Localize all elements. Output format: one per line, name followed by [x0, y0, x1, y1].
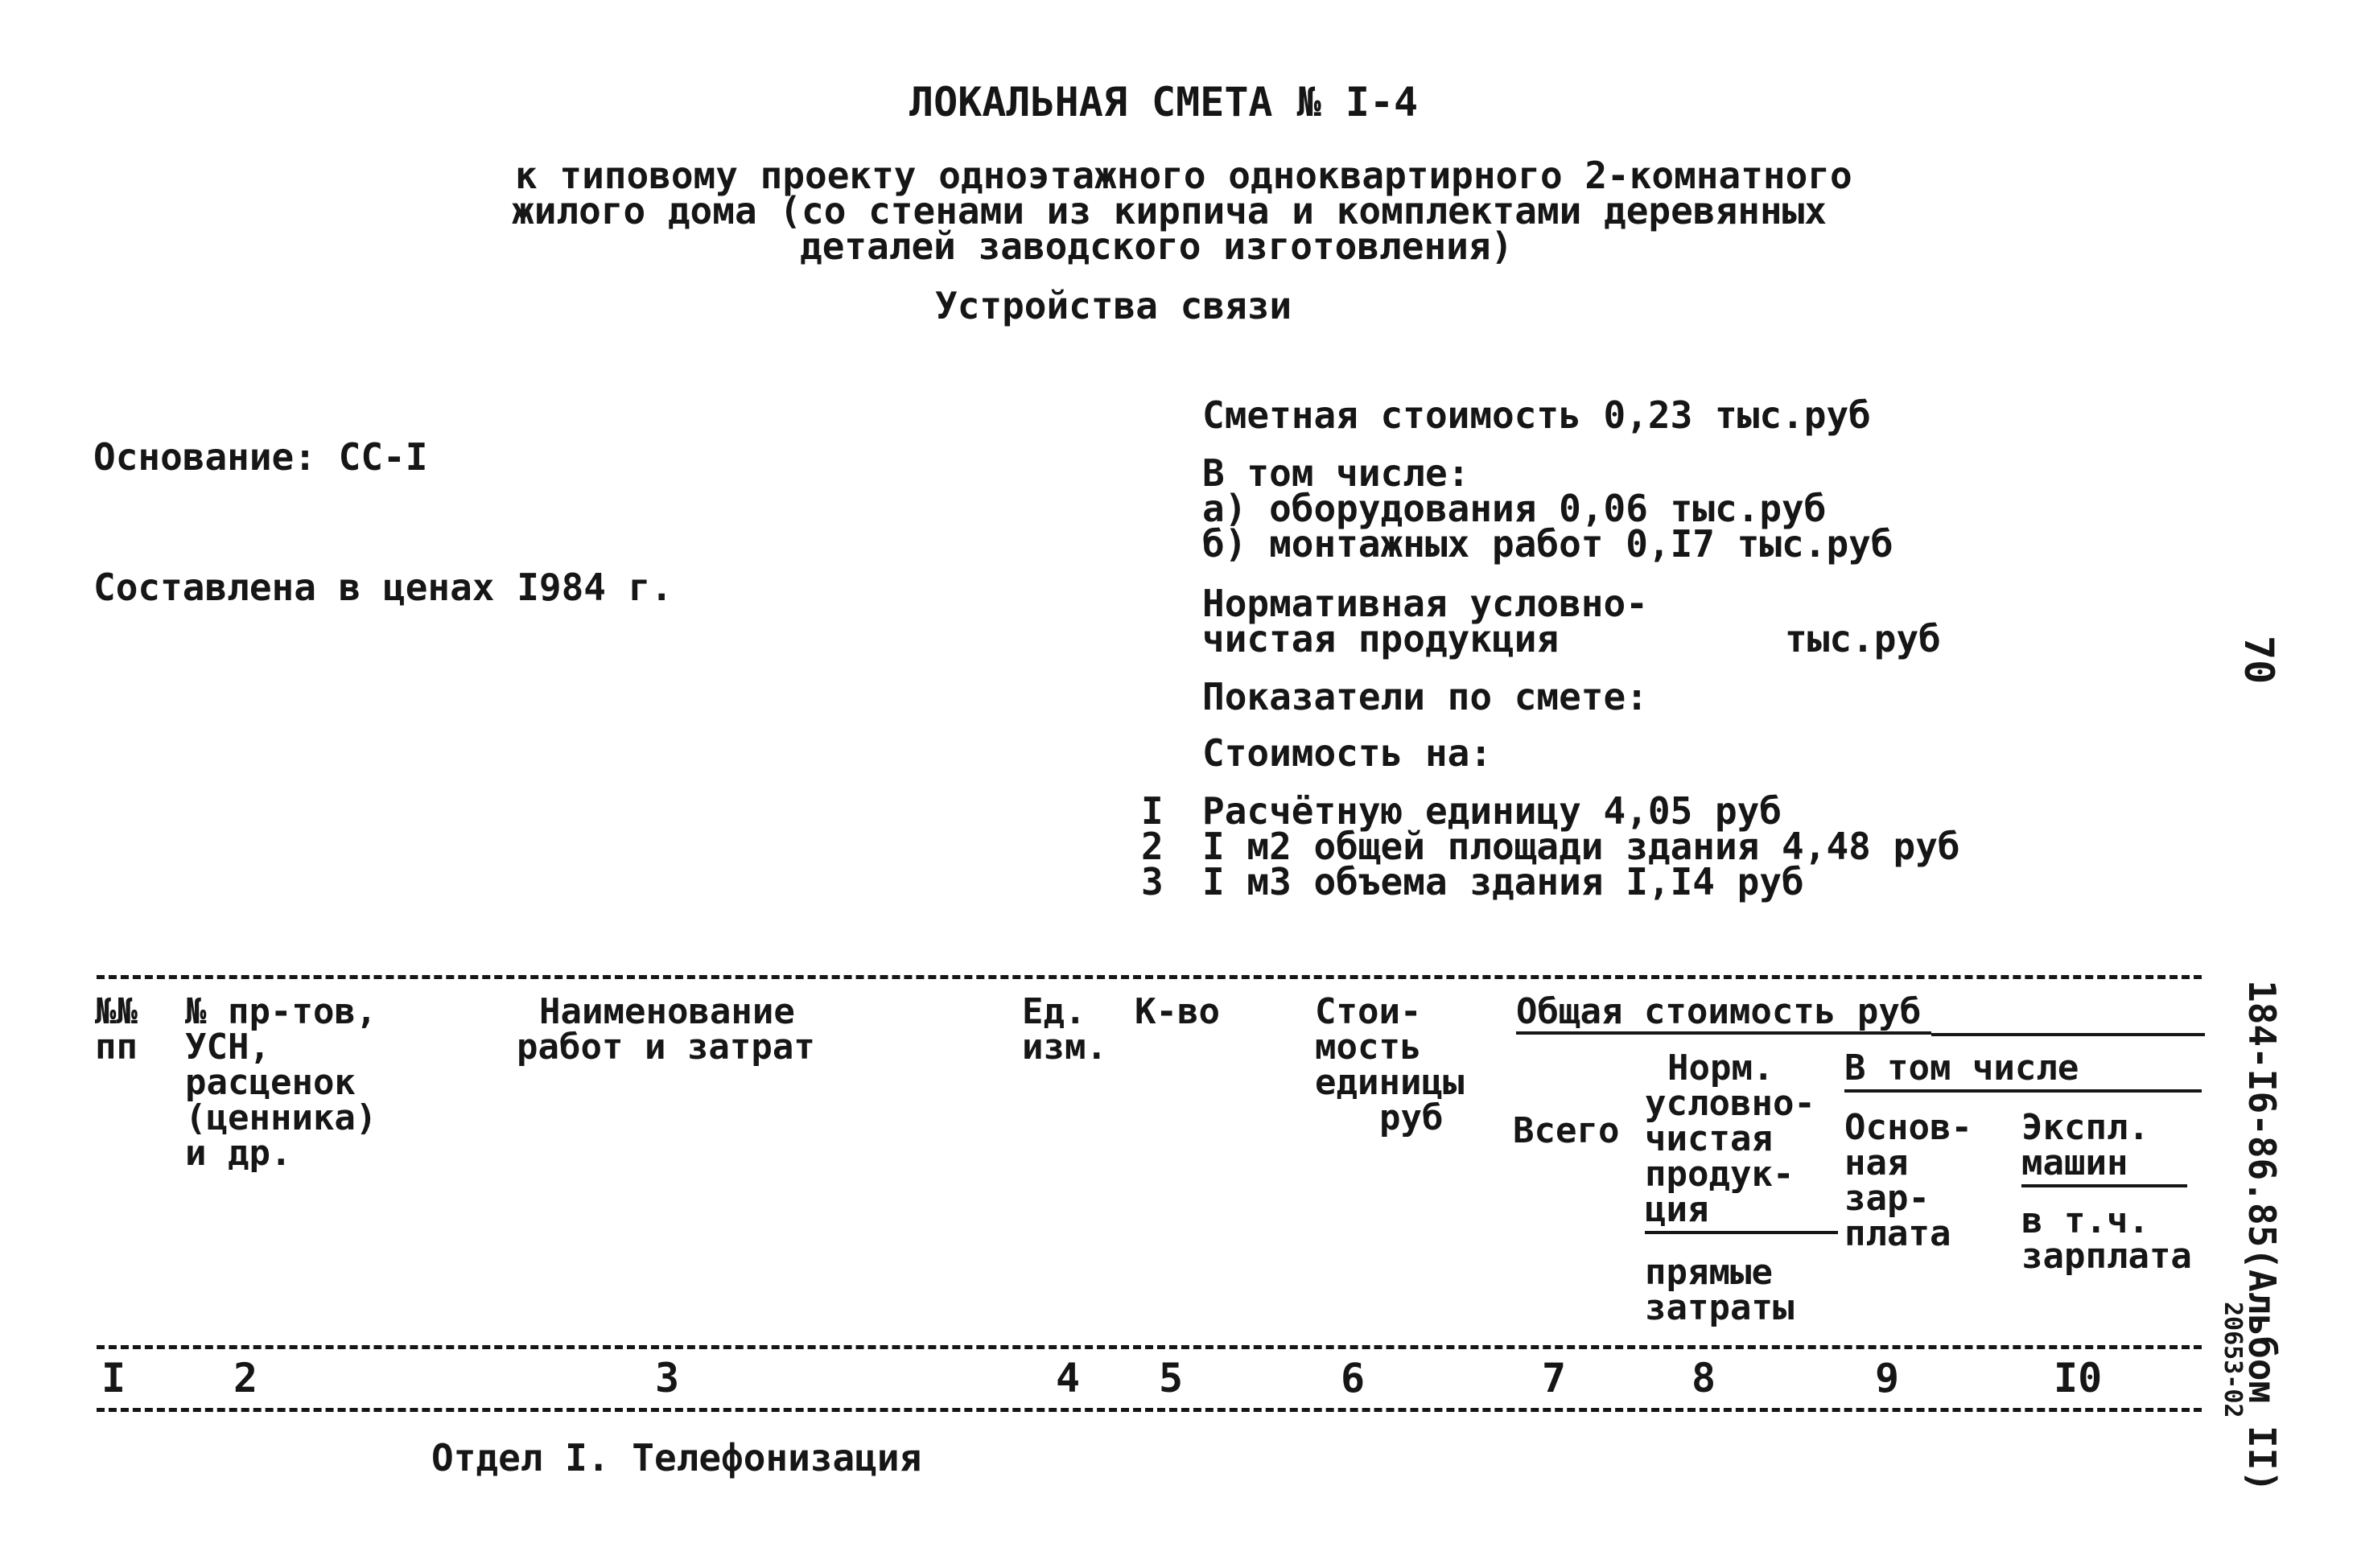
header-name-line-2: работ и затрат — [517, 1027, 815, 1068]
column-number: 5 — [1159, 1355, 1184, 1401]
total-group-underline — [1516, 1031, 1931, 1035]
header-num-line-1: №№ — [95, 991, 138, 1032]
column-number: 6 — [1341, 1355, 1366, 1401]
indicators-label: Показатели по смете: — [1202, 675, 1648, 718]
subtitle-line-1: к типовому проекту одноэтажного одноквартирного 2-комнатного — [515, 154, 1852, 197]
header-wages-line-4: плата — [1844, 1213, 1951, 1254]
header-name-line-1: Наименование — [539, 991, 795, 1032]
header-norm-line-3: чистая — [1645, 1118, 1773, 1159]
table-numbers-rule — [97, 1408, 2202, 1412]
including-underline — [1844, 1089, 2202, 1093]
prices-label: Составлена в ценах I984 г. — [93, 566, 674, 609]
indicator-num-1: I — [1141, 789, 1164, 833]
header-codes-line-4: (ценника) — [185, 1097, 377, 1138]
header-norm-line-2: условно- — [1645, 1083, 1815, 1124]
header-codes-line-2: УСН, — [185, 1027, 270, 1068]
equipment-cost: а) оборудования 0,06 тыс.руб — [1202, 487, 1827, 530]
subtitle-line-3: деталей заводского изготовления) — [800, 224, 1514, 268]
indicator-num-3: 3 — [1141, 860, 1164, 903]
header-total: Всего — [1513, 1110, 1620, 1151]
header-wages-line-1: Основ- — [1844, 1107, 1972, 1148]
header-unit-cost-line-3: единицы — [1315, 1062, 1465, 1103]
column-number: 7 — [1542, 1355, 1567, 1401]
subtitle-line-2: жилого дома (со стенами из кирпича и комплектами деревянных — [512, 189, 1827, 233]
header-wages-line-2: ная — [1844, 1142, 1909, 1183]
header-qty: К-во — [1135, 991, 1220, 1032]
norm-underline — [1645, 1231, 1838, 1234]
header-norm-line-4: продук- — [1645, 1154, 1795, 1195]
sheet-code: 20653-02 — [2219, 1302, 2247, 1418]
document-title: ЛОКАЛЬНАЯ СМЕТА № I-4 — [909, 79, 1419, 126]
header-total-group: Общая стоимость руб — [1516, 991, 1922, 1032]
normative-line-1: Нормативная условно- — [1202, 582, 1648, 625]
indicator-num-2: 2 — [1141, 825, 1164, 868]
header-machines-wages-line-1: в т.ч. — [2021, 1200, 2149, 1241]
estimated-cost: Сметная стоимость 0,23 тыс.руб — [1202, 393, 1871, 437]
indicator-text-3: I м3 объема здания I,I4 руб — [1202, 860, 1804, 903]
section-title: Устройства связи — [935, 284, 1292, 327]
column-number: 3 — [655, 1355, 680, 1401]
including-label: В том числе: — [1202, 451, 1470, 495]
page-number: 70 — [2235, 636, 2282, 685]
header-norm-line-1: Норм. — [1667, 1047, 1774, 1089]
department-heading: Отдел I. Телефонизация — [431, 1436, 922, 1480]
cost-on-label: Стоимость на: — [1202, 731, 1493, 775]
column-number: 9 — [1875, 1355, 1900, 1401]
machines-underline — [2021, 1184, 2187, 1187]
header-machines-line-2: машин — [2021, 1142, 2128, 1183]
header-direct-line-1: прямые — [1645, 1252, 1773, 1293]
total-group-rule — [1931, 1033, 2205, 1036]
header-machines-line-1: Экспл. — [2021, 1107, 2149, 1148]
header-norm-line-5: ция — [1645, 1189, 1709, 1230]
header-codes-line-5: и др. — [185, 1133, 292, 1174]
column-number: 8 — [1692, 1355, 1716, 1401]
header-num-line-2: пп — [95, 1027, 138, 1068]
album-code: 184-I6-86.85(Альбом II) — [2240, 980, 2284, 1492]
header-unit-cost-line-1: Стои- — [1315, 991, 1422, 1032]
column-number: 4 — [1056, 1355, 1081, 1401]
table-header-rule — [97, 1345, 2202, 1349]
header-unit-cost-line-2: мость — [1315, 1027, 1422, 1068]
header-codes-line-3: расценок — [185, 1062, 356, 1103]
table-top-rule — [97, 975, 2202, 979]
normative-unit: тыс.руб — [1785, 617, 1941, 661]
header-wages-line-3: зар- — [1844, 1178, 1930, 1219]
header-codes-line-1: № пр-тов, — [185, 991, 377, 1032]
indicator-text-2: I м2 общей площади здания 4,48 руб — [1202, 825, 1960, 868]
column-number: I — [101, 1355, 126, 1401]
column-number: 2 — [233, 1355, 258, 1401]
header-unit-line-1: Ед. — [1022, 991, 1086, 1032]
column-number: I0 — [2054, 1355, 2103, 1401]
header-machines-wages-line-2: зарплата — [2021, 1236, 2192, 1277]
indicator-text-1: Расчётную единицу 4,05 руб — [1202, 789, 1782, 833]
basis-label: Основание: СС-I — [93, 435, 428, 479]
header-direct-line-2: затраты — [1645, 1287, 1795, 1328]
installation-cost: б) монтажных работ 0,I7 тыс.руб — [1202, 522, 1893, 566]
header-unit-line-2: изм. — [1022, 1027, 1107, 1068]
normative-line-2: чистая продукция — [1202, 617, 1560, 661]
header-including: В том числе — [1844, 1047, 2079, 1089]
header-unit-cost-line-4: руб — [1379, 1097, 1444, 1138]
